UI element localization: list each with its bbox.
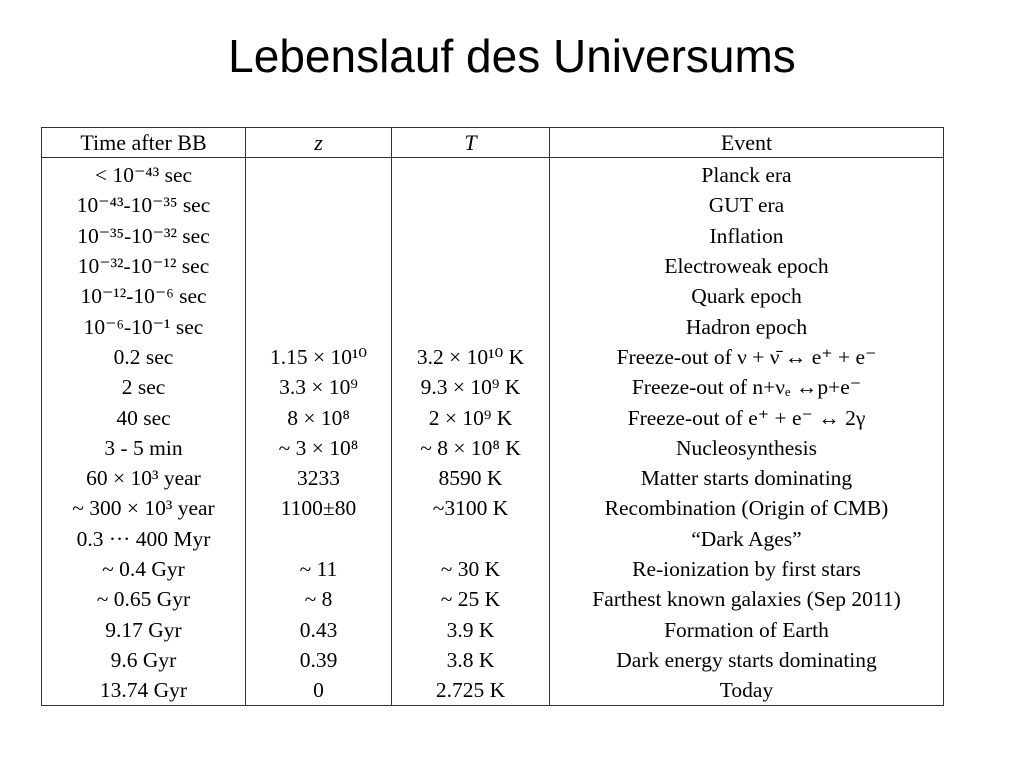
temperature-cell: ~3100 K	[392, 493, 550, 523]
temperature-cell: 2 × 10⁹ K	[392, 402, 550, 432]
redshift-cell	[246, 251, 392, 281]
time-after-bb-cell: 13.74 Gyr	[42, 675, 246, 706]
table-row	[42, 463, 944, 493]
table-body	[42, 158, 944, 706]
temperature-cell	[392, 311, 550, 341]
header-time-after-bb: Time after BB	[42, 128, 246, 158]
table-row	[42, 554, 944, 584]
time-after-bb-cell: 2 sec	[42, 372, 246, 402]
temperature-cell: ~ 25 K	[392, 584, 550, 614]
temperature-cell: 2.725 K	[392, 675, 550, 706]
time-after-bb-cell: ~ 0.65 Gyr	[42, 584, 246, 614]
table-row	[42, 281, 944, 311]
event-cell: Formation of Earth	[550, 614, 944, 644]
time-after-bb-cell: 60 × 10³ year	[42, 463, 246, 493]
table-row	[42, 584, 944, 614]
time-after-bb-cell: ~ 300 × 10³ year	[42, 493, 246, 523]
time-after-bb-cell: < 10⁻⁴³ sec	[42, 158, 246, 191]
event-cell: Freeze-out of n+νₑ ↔p+e⁻	[550, 372, 944, 402]
redshift-cell: 0	[246, 675, 392, 706]
table-row	[42, 342, 944, 372]
event-cell: Re-ionization by first stars	[550, 554, 944, 584]
header-temperature-t: T	[392, 128, 550, 158]
time-after-bb-cell: 10⁻⁴³-10⁻³⁵ sec	[42, 190, 246, 220]
temperature-cell: 3.8 K	[392, 645, 550, 675]
slide-title: Lebenslauf des Universums	[228, 30, 796, 82]
table-row	[42, 190, 944, 220]
redshift-cell	[246, 311, 392, 341]
time-after-bb-cell: 10⁻³²-10⁻¹² sec	[42, 251, 246, 281]
temperature-cell	[392, 190, 550, 220]
event-cell: Inflation	[550, 221, 944, 251]
event-cell: Freeze-out of e⁺ + e⁻ ↔ 2γ	[550, 402, 944, 432]
time-after-bb-cell: 9.17 Gyr	[42, 614, 246, 644]
table-row	[42, 675, 944, 706]
table-row	[42, 493, 944, 523]
redshift-cell: 1100±80	[246, 493, 392, 523]
table-row	[42, 433, 944, 463]
redshift-cell: 0.43	[246, 614, 392, 644]
temperature-cell	[392, 281, 550, 311]
time-after-bb-cell: 10⁻⁶-10⁻¹ sec	[42, 311, 246, 341]
temperature-cell	[392, 524, 550, 554]
table-row	[42, 221, 944, 251]
time-after-bb-cell: 0.3 ··· 400 Myr	[42, 524, 246, 554]
temperature-cell: ~ 30 K	[392, 554, 550, 584]
redshift-cell: ~ 11	[246, 554, 392, 584]
event-cell: Today	[550, 675, 944, 706]
table-row	[42, 158, 944, 191]
redshift-cell: 1.15 × 10¹⁰	[246, 342, 392, 372]
redshift-cell: ~ 3 × 10⁸	[246, 433, 392, 463]
event-cell: Dark energy starts dominating	[550, 645, 944, 675]
temperature-cell	[392, 158, 550, 191]
temperature-cell: 9.3 × 10⁹ K	[392, 372, 550, 402]
header-row	[42, 128, 944, 158]
redshift-cell	[246, 281, 392, 311]
redshift-cell: 8 × 10⁸	[246, 402, 392, 432]
table-row	[42, 645, 944, 675]
event-cell: “Dark Ages”	[550, 524, 944, 554]
event-cell: Nucleosynthesis	[550, 433, 944, 463]
redshift-cell	[246, 524, 392, 554]
header-event: Event	[550, 128, 944, 158]
event-cell: Recombination (Origin of CMB)	[550, 493, 944, 523]
redshift-cell: 3233	[246, 463, 392, 493]
event-cell: Electroweak epoch	[550, 251, 944, 281]
temperature-cell: 3.9 K	[392, 614, 550, 644]
event-cell: Matter starts dominating	[550, 463, 944, 493]
redshift-cell: 0.39	[246, 645, 392, 675]
time-after-bb-cell: 0.2 sec	[42, 342, 246, 372]
temperature-cell	[392, 221, 550, 251]
temperature-cell	[392, 251, 550, 281]
table-row	[42, 372, 944, 402]
redshift-cell	[246, 158, 392, 191]
table-row	[42, 524, 944, 554]
time-after-bb-cell: 10⁻³⁵-10⁻³² sec	[42, 221, 246, 251]
event-cell: Freeze-out of ν + ν̄ ↔ e⁺ + e⁻	[550, 342, 944, 372]
cosmology-timeline-table	[41, 127, 944, 706]
redshift-cell: 3.3 × 10⁹	[246, 372, 392, 402]
redshift-cell	[246, 221, 392, 251]
table-row	[42, 311, 944, 341]
header-redshift-z: z	[246, 128, 392, 158]
redshift-cell: ~ 8	[246, 584, 392, 614]
table-row	[42, 402, 944, 432]
time-after-bb-cell: 9.6 Gyr	[42, 645, 246, 675]
table-row	[42, 614, 944, 644]
temperature-cell: ~ 8 × 10⁸ K	[392, 433, 550, 463]
table-header	[42, 128, 944, 158]
time-after-bb-cell: ~ 0.4 Gyr	[42, 554, 246, 584]
event-cell: Farthest known galaxies (Sep 2011)	[550, 584, 944, 614]
table-row	[42, 251, 944, 281]
event-cell: Hadron epoch	[550, 311, 944, 341]
temperature-cell: 8590 K	[392, 463, 550, 493]
redshift-cell	[246, 190, 392, 220]
time-after-bb-cell: 3 - 5 min	[42, 433, 246, 463]
time-after-bb-cell: 40 sec	[42, 402, 246, 432]
temperature-cell: 3.2 × 10¹⁰ K	[392, 342, 550, 372]
event-cell: Quark epoch	[550, 281, 944, 311]
time-after-bb-cell: 10⁻¹²-10⁻⁶ sec	[42, 281, 246, 311]
event-cell: Planck era	[550, 158, 944, 191]
event-cell: GUT era	[550, 190, 944, 220]
